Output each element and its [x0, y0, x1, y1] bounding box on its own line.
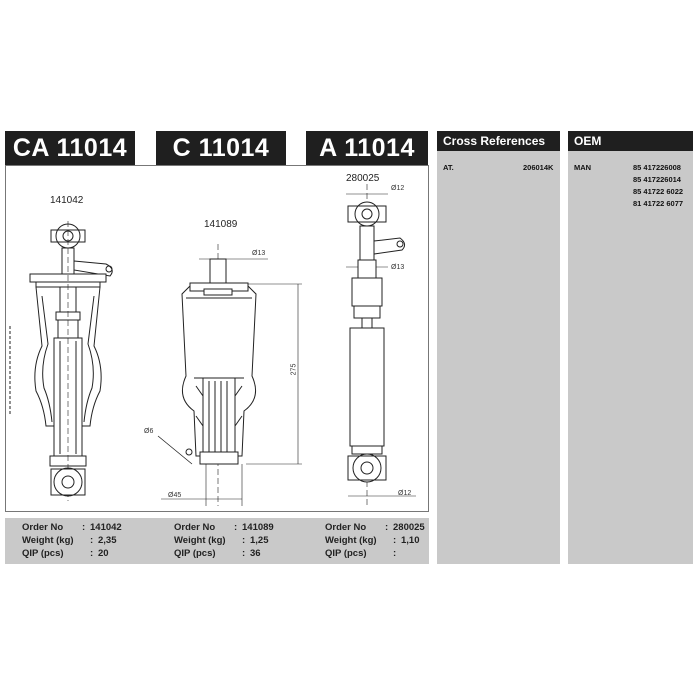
- c-weight-label: Weight (kg): [174, 535, 226, 546]
- c-side-diameter: Ø6: [144, 428, 154, 435]
- ca-weight-value: 2,35: [98, 535, 117, 546]
- cross-ref-brand: AT.: [443, 163, 454, 172]
- a-top-diameter: Ø12: [391, 185, 405, 192]
- technical-drawings: [6, 166, 428, 511]
- a-weight-value: 1,10: [401, 535, 420, 546]
- cross-ref-number: 206014K: [523, 163, 554, 172]
- ca-order-label: Order No: [22, 522, 64, 533]
- a-weight-sep: :: [393, 535, 397, 546]
- c-specs: [174, 522, 304, 564]
- oem-number: 85 417226014: [633, 175, 681, 184]
- a-qip-sep: :: [393, 548, 397, 559]
- cross-references-panel: [437, 131, 560, 564]
- ca-qip-sep: :: [90, 548, 94, 559]
- drawing-frame: [5, 165, 429, 512]
- c-qip-sep: :: [242, 548, 246, 559]
- cross-references-header: Cross References: [437, 131, 560, 151]
- ca-order-sep: :: [82, 522, 86, 533]
- c-weight-sep: :: [242, 535, 246, 546]
- oem-header: OEM: [568, 131, 693, 151]
- a-shock-drawing: [346, 184, 416, 508]
- a-order-sep: :: [385, 522, 389, 533]
- oem-brand: MAN: [574, 163, 592, 172]
- ca-specs: [22, 522, 152, 564]
- a-bottom-diameter: Ø12: [398, 490, 412, 497]
- a-weight-label: Weight (kg): [325, 535, 377, 546]
- c-order-sep: :: [234, 522, 238, 533]
- a-specs: [325, 522, 429, 564]
- oem-number: 85 41722 6022: [633, 187, 684, 196]
- title-c-11014: C 11014: [156, 131, 286, 166]
- a-mid-diameter: Ø13: [391, 264, 405, 271]
- oem-number: 85 417226008: [633, 163, 681, 172]
- a-qip-label: QIP (pcs): [325, 548, 367, 559]
- title-ca-11014: CA 11014: [5, 131, 135, 166]
- ca-weight-label: Weight (kg): [22, 535, 74, 546]
- c-order-label: Order No: [174, 522, 216, 533]
- ca-qip-label: QIP (pcs): [22, 548, 64, 559]
- a-order-value: 280025: [393, 522, 425, 533]
- ca-part-number: 141042: [50, 195, 84, 206]
- c-top-diameter: Ø13: [252, 250, 266, 257]
- title-a-11014: A 11014: [306, 131, 428, 166]
- ca-qip-value: 20: [98, 548, 109, 559]
- a-order-label: Order No: [325, 522, 367, 533]
- c-qip-label: QIP (pcs): [174, 548, 216, 559]
- oem-number: 81 41722 6077: [633, 199, 684, 208]
- c-height: 275: [290, 363, 298, 376]
- a-part-number: 280025: [346, 173, 380, 184]
- c-order-value: 141089: [242, 522, 274, 533]
- ca-order-value: 141042: [90, 522, 122, 533]
- c-qip-value: 36: [250, 548, 261, 559]
- c-weight-value: 1,25: [250, 535, 269, 546]
- ca-weight-sep: :: [90, 535, 94, 546]
- c-bellows-drawing: [158, 244, 302, 506]
- c-bottom-diameter: Ø45: [168, 492, 182, 499]
- ca-shock-drawing: [10, 221, 112, 501]
- c-part-number: 141089: [204, 219, 238, 230]
